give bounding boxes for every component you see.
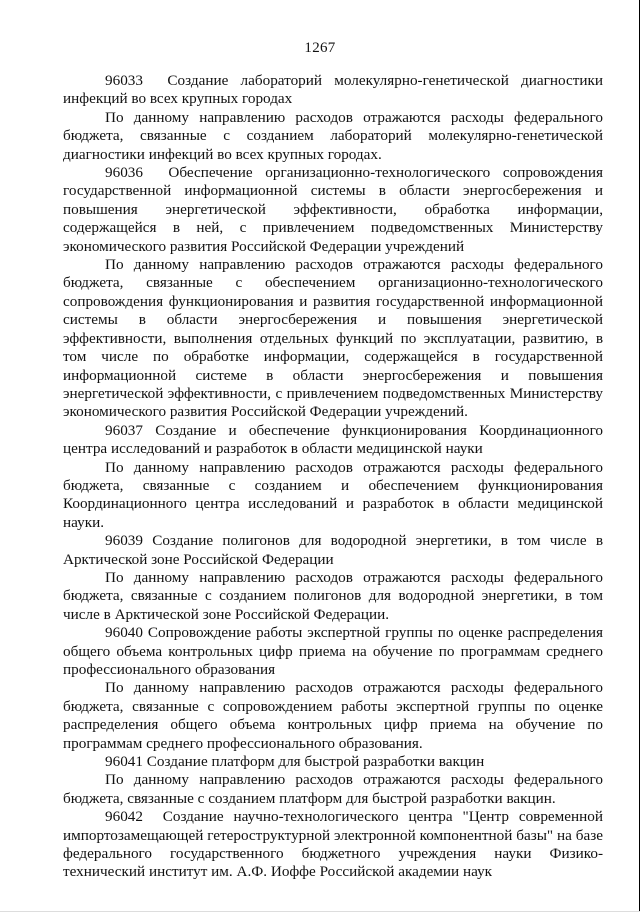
expense-code-title: Создание полигонов для водородной энергетики, в том числе в Арктической зоне Российской Федерации <box>63 532 604 568</box>
expense-description: По данному направлению расходов отражаются расходы федерального бюджета, связанные с сопровождением работы экспертной группы по оценке распределения общего объема контрольных цифр приема на обучение по программам среднего профессионального образования. <box>63 679 603 752</box>
expense-code: 96037 <box>105 421 143 439</box>
document-body <box>63 72 603 882</box>
expense-code-title: Создание научно-технологического центра "Центр современной импортозамещающей гетероструктурной электронной компонентной базы" на базе федерального государственного бюджетного учреждения науки Физико-технический институт им. А.Ф. Иоффе Российской академии наук <box>63 808 604 881</box>
expense-description: По данному направлению расходов отражаются расходы федерального бюджета, связанные с созданием полигонов для водородной энергетики, в том числе в Арктической зоне Российской Федерации. <box>63 568 603 623</box>
expense-description: По данному направлению расходов отражаются расходы федерального бюджета, связанные с созданием лабораторий молекулярно-генетической диагностики инфекций во всех крупных городах. <box>63 108 603 163</box>
expense-description: По данному направлению расходов отражаются расходы федерального бюджета, связанные с обеспечением организационно-технологического сопровождения функционирования и развития государственной информационной системы в области энергосбережения и повышения энергетической эффективности, выполнения отдельных функций по эксплуатации, развитию, в том числе по обработке информации, содержащейся в государственной информационной системе в области энергосбережения и повышения энергетической эффективности, с привлечением подведомственных Министерству экономического развития Российской Федерации учреждений. <box>63 256 603 421</box>
expense-code-entry-96040 <box>63 624 603 679</box>
expense-code: 96033 <box>105 72 143 89</box>
expense-code: 96040 <box>105 624 143 642</box>
expense-code: 96041 <box>105 753 143 771</box>
expense-code: 96042 <box>105 808 143 826</box>
expense-code: 96036 <box>105 164 143 182</box>
expense-code-entry-96036 <box>63 164 603 256</box>
expense-code-title: Создание и обеспечение функционирования Координационного центра исследований и разработок в области медицинской науки <box>63 421 604 458</box>
expense-code-title: Создание платформ для быстрой разработки вакцин <box>146 753 485 771</box>
expense-code: 96039 <box>105 532 143 550</box>
expense-code-entry-96033 <box>63 72 603 109</box>
expense-code-entry-96042 <box>63 808 603 882</box>
page-number: 1267 <box>304 40 336 56</box>
expense-code-title: Сопровождение работы экспертной группы по оценке распределения общего объема контрольных цифр приема на обучение по программам среднего профессионального образования <box>63 624 603 678</box>
expense-code-entry-96039 <box>63 532 603 569</box>
expense-code-entry-96041 <box>63 753 603 771</box>
expense-code-title: Создание лабораторий молекулярно-генетической диагностики инфекций во всех крупных городах <box>63 72 603 108</box>
expense-description: По данному направлению расходов отражаются расходы федерального бюджета, связанные с созданием платформ для быстрой разработки вакцин. <box>63 771 603 807</box>
expense-description: По данному направлению расходов отражаются расходы федерального бюджета, связанные с созданием и обеспечением функционирования Координационного центра исследований и разработок в области медицинской науки. <box>63 458 603 531</box>
expense-code-entry-96037 <box>63 422 603 459</box>
expense-code-title: Обеспечение организационно-технологического сопровождения государственной информационной системы в области энергосбережения и повышения энергетической эффективности, обработка информации, содержащейся в ней, с привлечением подведомственных Министерству экономического развития Российской Федерации учреждений <box>63 164 604 255</box>
